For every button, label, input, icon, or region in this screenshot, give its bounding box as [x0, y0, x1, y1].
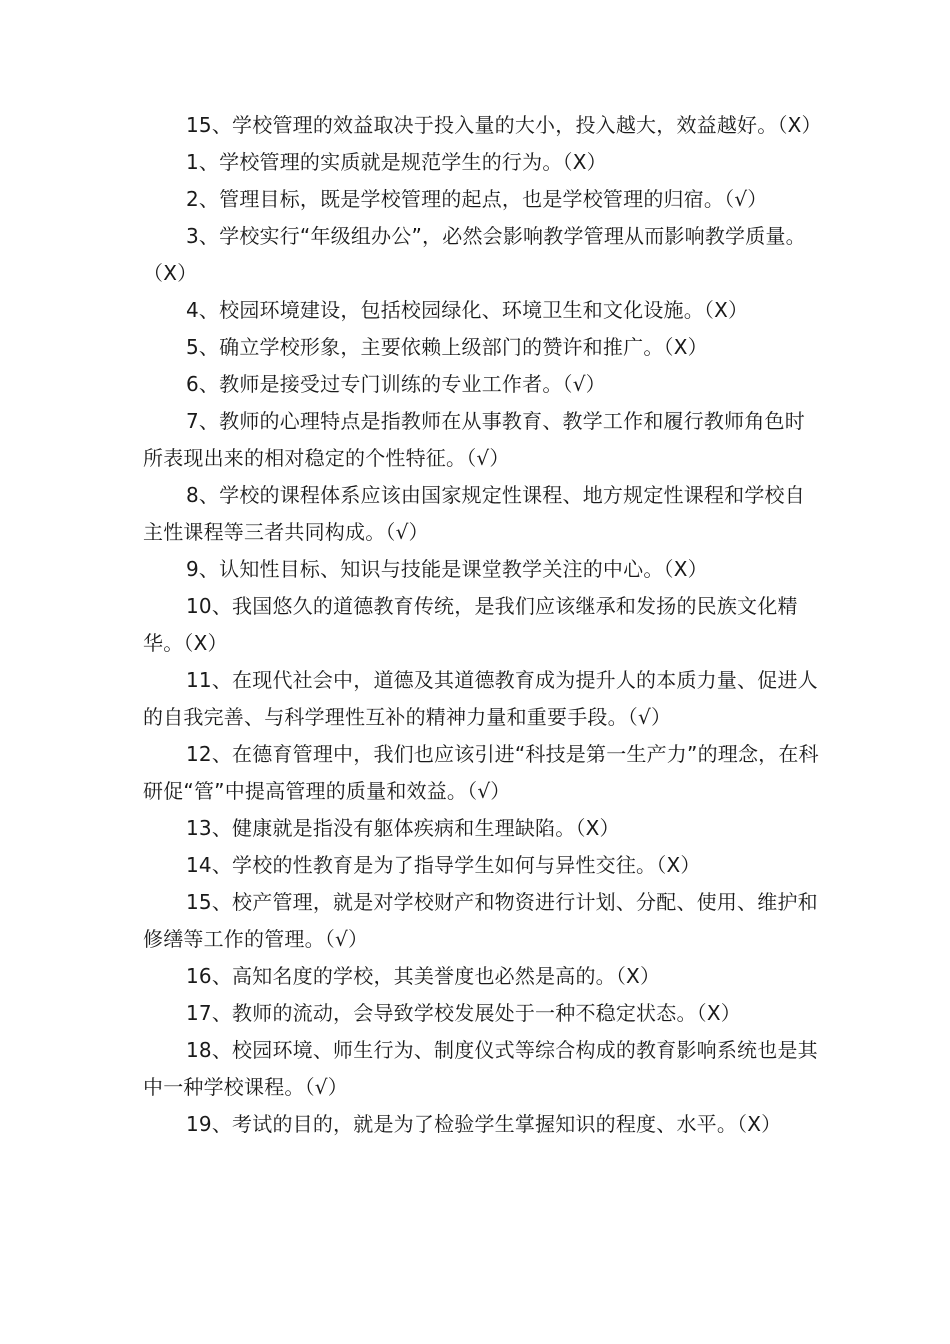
statement-item: 10、我国悠久的道德教育传统，是我们应该继承和发扬的民族文化精华。（X） — [143, 594, 798, 655]
statement-item: 15、学校管理的效益取决于投入量的大小，投入越大，效益越好。（X） — [186, 113, 822, 137]
statement-item: 2、管理目标，既是学校管理的起点，也是学校管理的归宿。（√） — [186, 187, 768, 211]
statement-item: 17、教师的流动，会导致学校发展处于一种不稳定状态。（X） — [186, 1001, 741, 1025]
statement-item: 11、在现代社会中，道德及其道德教育成为提升人的本质力量、促进人的自我完善、与科学理性互补的精神力量和重要手段。（√） — [143, 668, 818, 729]
statement-item: 4、校园环境建设，包括校园绿化、环境卫生和文化设施。（X） — [186, 298, 749, 322]
statement-item: 1、学校管理的实质就是规范学生的行为。（X） — [186, 150, 607, 174]
statement-item: 8、学校的课程体系应该由国家规定性课程、地方规定性课程和学校自主性课程等三者共同构成。（√） — [143, 483, 805, 544]
statement-item: 12、在德育管理中，我们也应该引进“科技是第一生产力”的理念，在科研促“管”中提高管理的质量和效益。（√） — [143, 742, 819, 803]
document-body — [143, 107, 823, 1143]
statement-item: 15、校产管理，就是对学校财产和物资进行计划、分配、使用、维护和修缮等工作的管理。（√） — [143, 890, 818, 951]
statement-item: 3、学校实行“年级组办公”，必然会影响教学管理从而影响教学质量。（X） — [143, 224, 806, 285]
statement-item: 19、考试的目的，就是为了检验学生掌握知识的程度、水平。（X） — [186, 1112, 782, 1136]
statement-item: 9、认知性目标、知识与技能是课堂教学关注的中心。（X） — [186, 557, 708, 581]
statement-item: 5、确立学校形象，主要依赖上级部门的赞许和推广。（X） — [186, 335, 708, 359]
statement-item: 6、教师是接受过专门训练的专业工作者。（√） — [186, 372, 606, 396]
statement-item: 16、高知名度的学校，其美誉度也必然是高的。（X） — [186, 964, 661, 988]
statement-item: 14、学校的性教育是为了指导学生如何与异性交往。（X） — [186, 853, 701, 877]
statement-item: 7、教师的心理特点是指教师在从事教育、教学工作和履行教师角色时所表现出来的相对稳定的个性特征。（√） — [143, 409, 805, 470]
statement-item: 13、健康就是指没有躯体疾病和生理缺陷。（X） — [186, 816, 620, 840]
statement-item: 18、校园环境、师生行为、制度仪式等综合构成的教育影响系统也是其中一种学校课程。（√） — [143, 1038, 818, 1099]
